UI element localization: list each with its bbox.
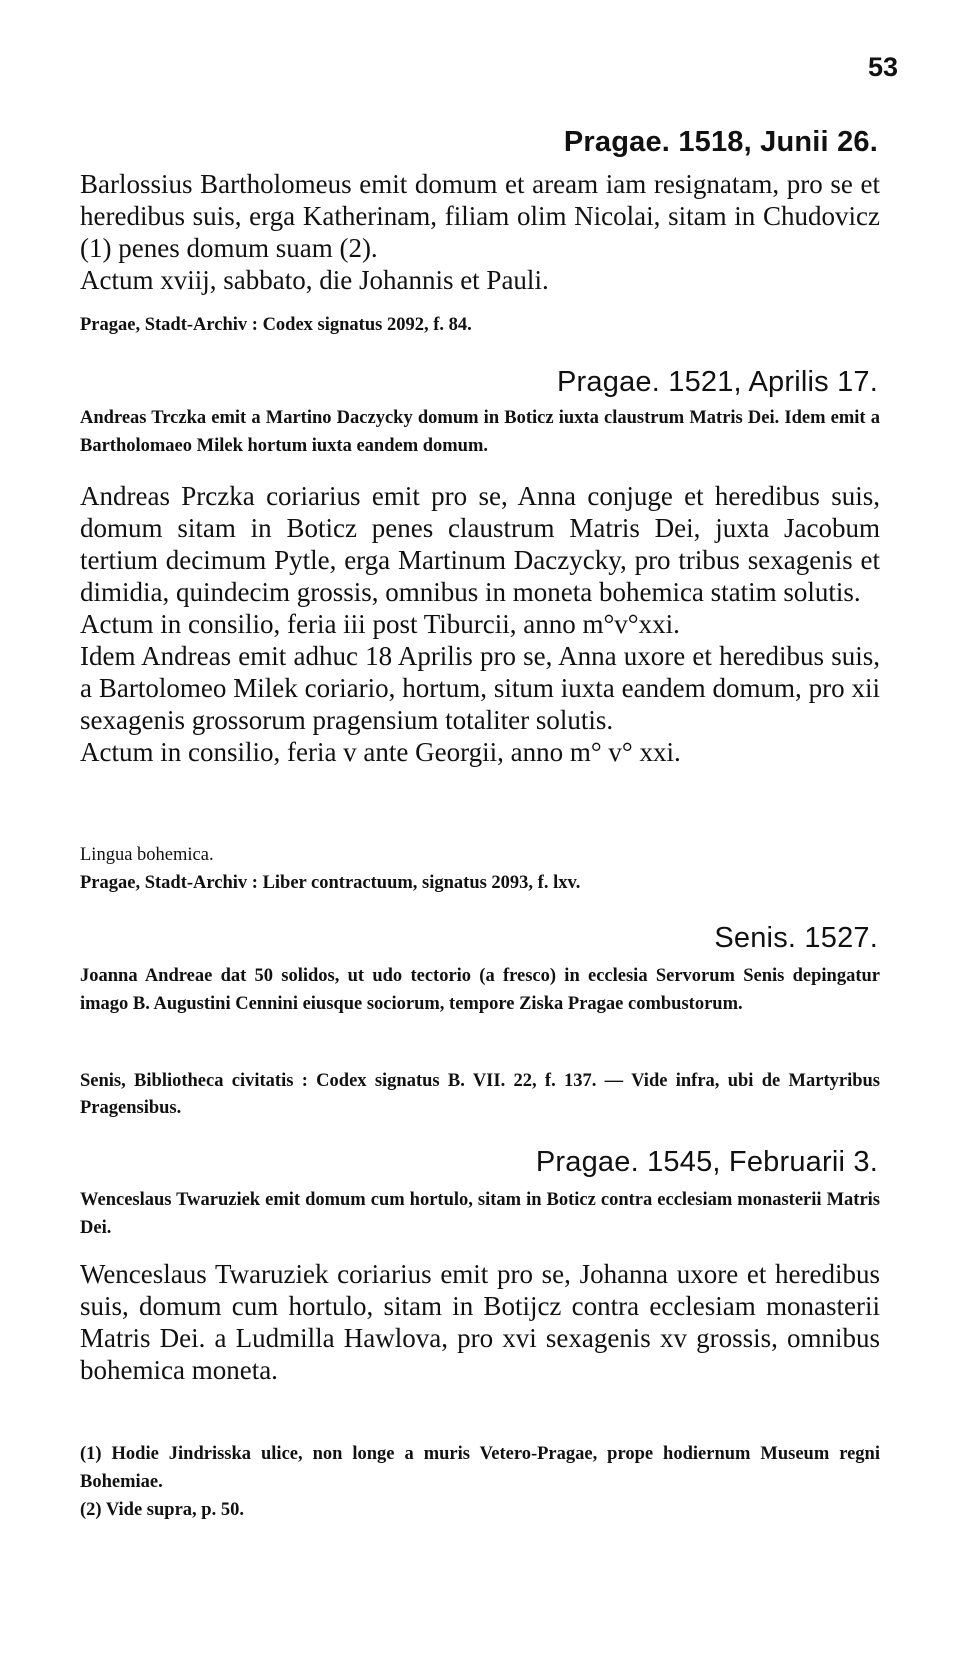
footnote: (1) Hodie Jindrisska ulice, non longe a muris Vetero-Pragae, prope hodiernum Museum regni Bohemiae. (80, 1444, 880, 1492)
entry-date: Pragae. 1521, Aprilis 17. (557, 366, 878, 398)
entry-summary: Andreas Trczka emit a Martino Daczycky domum in Boticz iuxta claustrum Matris Dei. Idem emit a Bartholomaeo Milek hortum iuxta eandem domum. (80, 408, 880, 456)
footnote: (2) Vide supra, p. 50. (80, 1500, 244, 1520)
entry-source: Pragae, Stadt-Archiv : Liber contractuum, signatus 2093, f. lxv. (80, 873, 581, 893)
entry-actum: Actum in consilio, feria iii post Tiburcii, anno m°v°xxi. (80, 609, 680, 639)
entry-date: Pragae. 1545, Februarii 3. (535, 1146, 878, 1178)
entry-summary: Wenceslaus Twaruziek emit domum cum hortulo, sitam in Boticz contra ecclesiam monasterii Matris Dei. (80, 1190, 880, 1238)
entry-actum: Actum xviij, sabbato, die Johannis et Pauli. (80, 265, 549, 295)
entry-text (80, 168, 880, 296)
entry-body-2: Idem Andreas emit adhuc 18 Aprilis pro se, Anna uxore et heredibus suis, a Bartolomeo Milek coriario, hortum, situm iuxta eandem domum, pro xii sexagenis grossorum pragensium totaliter solutis. (80, 641, 880, 735)
entry-source: Pragae, Stadt-Archiv : Codex signatus 2092, f. 84. (80, 315, 472, 335)
entry-date: Senis. 1527. (714, 922, 878, 954)
page-number: 53 (867, 52, 898, 82)
entry-body: Andreas Prczka coriarius emit pro se, Anna conjuge et heredibus suis, domum sitam in Boticz penes claustrum Matris Dei, juxta Jacobum tertium decimum Pytle, erga Martinum Daczycky, pro tribus sexagenis et dimidia, quindecim grossis, omnibus in moneta bohemica statim solutis. (80, 481, 880, 607)
entry-actum-2: Actum in consilio, feria v ante Georgii, anno m° v° xxi. (80, 737, 681, 767)
entry-source: Senis, Bibliotheca civitatis : Codex signatus B. VII. 22, f. 137. — Vide infra, ubi de Martyribus Pragensibus. (80, 1071, 880, 1118)
entry-body: Barlossius Bartholomeus emit domum et aream iam resignatam, pro se et heredibus suis, erga Katherinam, filiam olim Nicolai, sitam in Chudovicz (1) penes domum suam (2). (80, 169, 880, 263)
entry-text (80, 480, 880, 768)
entry-text (80, 1258, 880, 1386)
entry-language: Lingua bohemica. (80, 845, 214, 865)
entry-body: Wenceslaus Twaruziek coriarius emit pro se, Johanna uxore et heredibus suis, domum cum hortulo, sitam in Botijcz contra ecclesiam monasterii Matris Dei. a Ludmilla Hawlova, pro xvi sexagenis xv grossis, omnibus bohemica moneta. (80, 1259, 880, 1385)
entry-summary: Joanna Andreae dat 50 solidos, ut udo tectorio (a fresco) in ecclesia Servorum Senis depingatur imago B. Augustini Cennini eiusque sociorum, tempore Ziska Pragae combustorum. (80, 966, 880, 1014)
entry-date: Pragae. 1518, Junii 26. (563, 126, 878, 158)
